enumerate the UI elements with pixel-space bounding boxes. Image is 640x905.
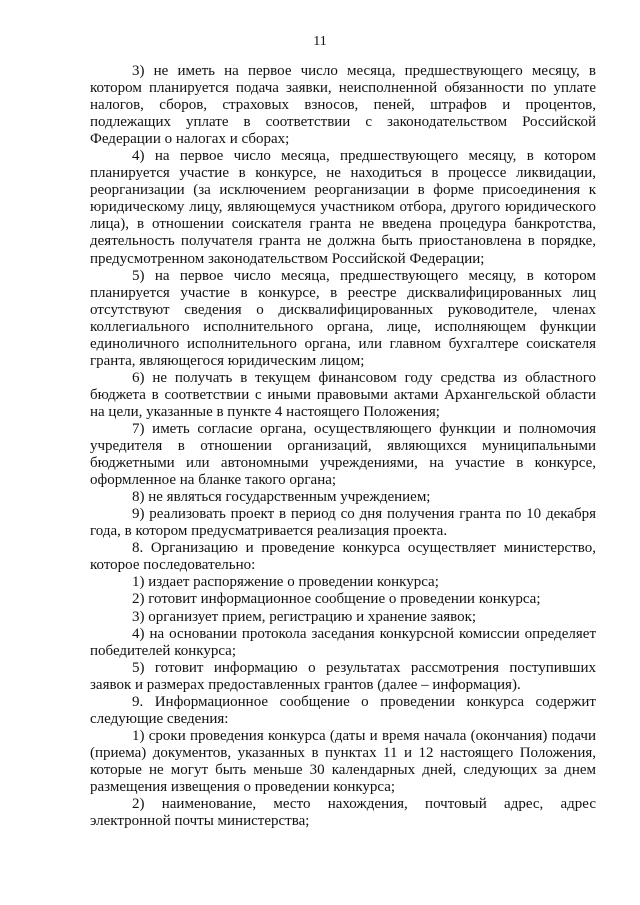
document-body	[90, 63, 596, 830]
paragraph-requirement-3: 3) не иметь на первое число месяца, предшествующего месяцу, в котором планируется подача заявки, неисполненной обязанности по уплате налогов, сборов, страховых взносов, пеней, штрафов и процентов, подлежащих уплате в соответствии с законодательством Российской Федерации о налогах и сборах;	[90, 63, 596, 148]
paragraph-section-9-item-2: 2) наименование, место нахождения, почтовый адрес, адрес электронной почты министерства;	[90, 796, 596, 830]
page-number: 11	[313, 34, 327, 49]
paragraph-requirement-8: 8) не являться государственным учреждением;	[132, 489, 431, 506]
paragraph-requirement-7: 7) иметь согласие органа, осуществляющего функции и полномочия учредителя в отношении организаций, являющихся муниципальными бюджетными или автономными учреждениями, на участие в конкурсе, оформленное на бланке такого органа;	[90, 420, 596, 489]
paragraph-section-8-item-3: 3) организует прием, регистрацию и хранение заявок;	[132, 608, 477, 625]
paragraph-requirement-6: 6) не получать в текущем финансовом году средства из областного бюджета в соответствии с иными правовыми актами Архангельской области на цели, указанные в пункте 4 настоящего Положения;	[90, 369, 596, 420]
paragraph-section-8-item-1: 1) издает распоряжение о проведении конкурса;	[132, 574, 439, 591]
paragraph-section-8: 8. Организацию и проведение конкурса осуществляет министерство, которое последовательно:	[90, 540, 596, 574]
paragraph-section-9-item-1: 1) сроки проведения конкурса (даты и время начала (окончания) подачи (приема) документов, указанных в пунктах 11 и 12 настоящего Положения, которые не могут быть меньше 30 календарных дней, следующих за днем размещения извещения о проведении конкурса;	[90, 727, 596, 795]
paragraph-section-8-item-2: 2) готовит информационное сообщение о проведении конкурса;	[132, 591, 541, 608]
paragraph-section-8-item-4: 4) на основании протокола заседания конкурсной комиссии определяет победителей конкурса;	[90, 625, 596, 659]
paragraph-requirement-4: 4) на первое число месяца, предшествующего месяцу, в котором планируется участие в конкурсе, не находиться в процессе ликвидации, реорганизации (за исключением реорганизации в форме присоединения к юридическому лицу, являющемуся участником отбора, другого юридического лица), в отношении соискателя гранта не введена процедура банкротства, деятельность получателя гранта не должна быть приостановлена в порядке, предусмотренном законодательством Российской Федерации;	[90, 148, 596, 267]
paragraph-section-8-item-5: 5) готовит информацию о результатах рассмотрения поступивших заявок и размерах предоставленных грантов (далее – информация).	[90, 659, 596, 693]
paragraph-section-9: 9. Информационное сообщение о проведении конкурса содержит следующие сведения:	[90, 693, 596, 727]
paragraph-requirement-9: 9) реализовать проект в период со дня получения гранта по 10 декабря года, в котором предусматривается реализация проекта.	[90, 506, 596, 540]
paragraph-requirement-5: 5) на первое число месяца, предшествующего месяцу, в котором планируется участие в конкурсе, в реестре дисквалифицированных лиц отсутствуют сведения о дисквалифицированных руководителе, членах коллегиального исполнительного органа, лице, исполняющем функции единоличного исполнительного органа, или главном бухгалтере соискателя гранта, являющегося юридическим лицом;	[90, 267, 596, 369]
